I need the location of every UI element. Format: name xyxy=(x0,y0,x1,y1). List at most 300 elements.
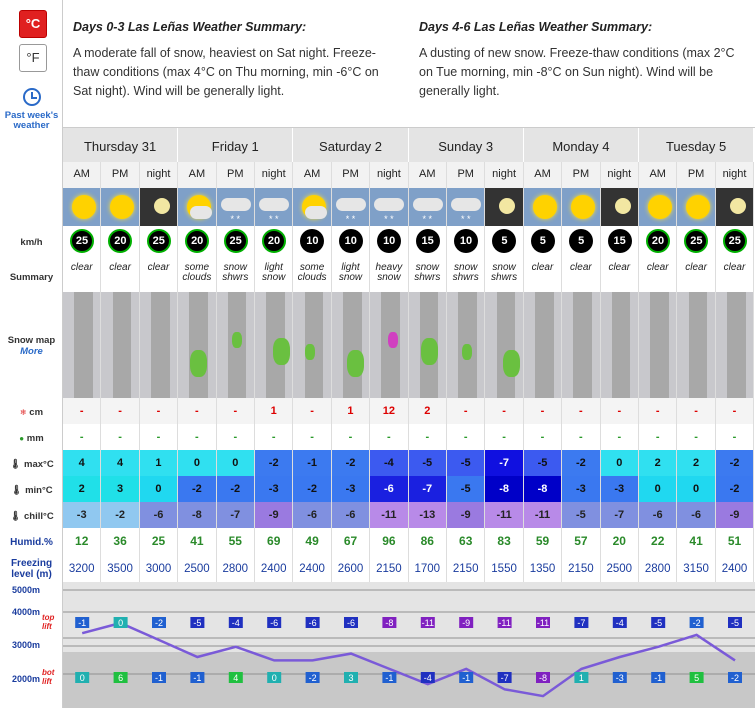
max-temp-cell: -5 xyxy=(524,450,562,476)
wind-arrow-icon: 25 xyxy=(70,229,94,253)
max-temp-cell: -2 xyxy=(562,450,600,476)
min-temp-cell: -6 xyxy=(370,476,408,502)
rain-mm-cell: - xyxy=(409,424,447,450)
bot-lift-temp: -2 xyxy=(730,673,740,683)
period-label: night xyxy=(716,162,754,188)
moon-icon xyxy=(730,198,746,214)
max-temp-cell: -2 xyxy=(716,450,754,476)
max-temp-cell: 4 xyxy=(63,450,101,476)
cloud-icon xyxy=(190,206,212,219)
min-temp-cell: -8 xyxy=(485,476,523,502)
freezing-level-cell: 1550 xyxy=(485,556,523,582)
weather-icon-moon xyxy=(716,188,754,226)
top-lift-temp: -9 xyxy=(462,618,471,628)
snow-map-thumb[interactable] xyxy=(217,292,255,398)
top-lift-temp: -2 xyxy=(692,618,701,628)
snow-cm-cell: - xyxy=(524,398,562,424)
humidity-cell: 96 xyxy=(370,528,408,556)
top-lift-temp: -11 xyxy=(536,618,550,628)
freezing-level-cell: 1350 xyxy=(524,556,562,582)
snow-map-thumb[interactable] xyxy=(524,292,562,398)
weather-icon-moon xyxy=(140,188,178,226)
period-label: PM xyxy=(332,162,370,188)
snow-map-thumb[interactable] xyxy=(639,292,677,398)
min-temp-cell: -3 xyxy=(562,476,600,502)
max-temp-cell: -2 xyxy=(332,450,370,476)
cloud-icon xyxy=(305,206,327,219)
period-label: PM xyxy=(677,162,715,188)
freezing-level-cell: 3500 xyxy=(101,556,139,582)
max-temp-cell: 0 xyxy=(217,450,255,476)
cloud-icon xyxy=(259,198,289,211)
top-lift-temp: 0 xyxy=(118,618,124,628)
humidity-cell: 41 xyxy=(178,528,216,556)
snow-overlay xyxy=(273,338,290,365)
humidity-cell: 36 xyxy=(101,528,139,556)
cloud-icon xyxy=(451,198,481,211)
wind-cell xyxy=(639,226,677,258)
snow-cm-row-label xyxy=(0,407,63,418)
map-land xyxy=(612,292,631,398)
wind-arrow-icon: 20 xyxy=(108,229,132,253)
min-temp-cell: -2 xyxy=(217,476,255,502)
wind-cell xyxy=(447,226,485,258)
chill-row-label xyxy=(0,511,63,522)
rain-mm-cell: - xyxy=(332,424,370,450)
rain-mm-cell: - xyxy=(716,424,754,450)
humidity-cell: 63 xyxy=(447,528,485,556)
snow-cm-cell: - xyxy=(178,398,216,424)
top-lift-temp: -5 xyxy=(654,618,663,628)
past-weather-label: Past week's weather xyxy=(4,110,59,131)
sidebar xyxy=(0,0,63,708)
summary-days-0-3 xyxy=(73,20,393,101)
raindrop-icon: ● xyxy=(19,434,25,443)
snow-map-thumb[interactable] xyxy=(178,292,216,398)
chill-temp-cell: -11 xyxy=(524,502,562,528)
snow-overlay xyxy=(347,350,364,377)
weather-icon-sun xyxy=(101,188,139,226)
max-temp-cell: 0 xyxy=(601,450,639,476)
freezing-level-cell: 2800 xyxy=(639,556,677,582)
clock-icon xyxy=(23,88,41,106)
snow-overlay xyxy=(503,350,520,377)
summary-cell: clear xyxy=(601,258,639,292)
summary-text-right: A dusting of new snow. Freeze-thaw conditions (max 2°C on Tue morning, min -8°C on Sun night). Wind will be generally light. xyxy=(419,46,735,98)
period-label: night xyxy=(485,162,523,188)
humidity-cell: 12 xyxy=(63,528,101,556)
period-label: AM xyxy=(63,162,101,188)
map-land xyxy=(689,292,708,398)
snow-map-thumb[interactable] xyxy=(140,292,178,398)
rain-mm-cell: - xyxy=(255,424,293,450)
sun-icon xyxy=(686,195,710,219)
snow-cm-cell: - xyxy=(101,398,139,424)
weather-icon-cloud-snow xyxy=(332,188,370,226)
thermometer-icon: 🌡 xyxy=(10,485,23,496)
thermometer-icon: 🌡 xyxy=(9,511,22,522)
snow-cm-cell: - xyxy=(677,398,715,424)
snow-cm-cell: - xyxy=(485,398,523,424)
chill-temp-cell: -5 xyxy=(562,502,600,528)
bot-lift-temp: -2 xyxy=(308,673,317,683)
cloud-icon xyxy=(221,198,251,211)
wind-cell xyxy=(140,226,178,258)
chill-label: chill°C xyxy=(24,511,54,522)
min-temp-cell: -2 xyxy=(178,476,216,502)
bot-lift-temp: 6 xyxy=(118,673,124,683)
top-lift-temp: -6 xyxy=(346,618,356,628)
summary-cell: snow shwrs xyxy=(409,258,447,292)
period-label: AM xyxy=(639,162,677,188)
freezing-level-cell: 3200 xyxy=(63,556,101,582)
celsius-button[interactable]: °C xyxy=(19,10,47,38)
snow-overlay xyxy=(421,338,438,365)
day-header: Saturday 2 xyxy=(293,128,408,162)
snow-overlay xyxy=(305,344,315,360)
snow-cm-cell: 1 xyxy=(255,398,293,424)
sun-icon xyxy=(648,195,672,219)
snow-cm-cell: - xyxy=(601,398,639,424)
chill-temp-cell: -11 xyxy=(485,502,523,528)
weather-icon-sun-cloud xyxy=(293,188,331,226)
top-lift-temp: -4 xyxy=(615,618,624,628)
weather-icon-cloud-snow xyxy=(447,188,485,226)
wind-cell xyxy=(217,226,255,258)
wind-arrow-icon: 10 xyxy=(339,229,363,253)
summary-cell: clear xyxy=(677,258,715,292)
max-temp-cell: -2 xyxy=(255,450,293,476)
wind-arrow-icon: 20 xyxy=(646,229,670,253)
summary-cell: clear xyxy=(716,258,754,292)
rain-mm-cell: - xyxy=(524,424,562,450)
rain-mm-label: mm xyxy=(26,433,44,444)
wind-cell xyxy=(63,226,101,258)
bot-lift-temp: 0 xyxy=(271,673,277,683)
freezing-level-cell: 2400 xyxy=(716,556,754,582)
snow-map-thumb[interactable] xyxy=(485,292,523,398)
bot-lift-temp: -1 xyxy=(193,673,202,683)
humidity-cell: 41 xyxy=(677,528,715,556)
snow-cm-cell: - xyxy=(639,398,677,424)
top-lift-label: top lift xyxy=(42,613,55,631)
chill-temp-cell: -6 xyxy=(140,502,178,528)
weather-icon-sun-cloud xyxy=(178,188,216,226)
period-label: night xyxy=(601,162,639,188)
humidity-cell: 67 xyxy=(332,528,370,556)
snow-map-thumb[interactable] xyxy=(716,292,754,398)
summary-cell: some clouds xyxy=(293,258,331,292)
max-temp-cell: -5 xyxy=(409,450,447,476)
weather-icon-cloud-snow xyxy=(217,188,255,226)
period-label: night xyxy=(370,162,408,188)
snow-cm-cell: - xyxy=(716,398,754,424)
min-temp-cell: -2 xyxy=(716,476,754,502)
period-label: PM xyxy=(101,162,139,188)
snowflake-icon: * * xyxy=(460,214,471,224)
summary-days-4-6 xyxy=(419,20,739,101)
freezing-level-svg xyxy=(63,582,755,708)
snow-cm-cell: - xyxy=(63,398,101,424)
top-lift-temp: -11 xyxy=(421,618,434,628)
snow-cm-cell: 12 xyxy=(370,398,408,424)
summary-cell: clear xyxy=(562,258,600,292)
rain-mm-cell: - xyxy=(63,424,101,450)
freezing-level-cell: 2150 xyxy=(562,556,600,582)
wind-arrow-icon: 5 xyxy=(531,229,555,253)
wind-arrow-icon: 5 xyxy=(492,229,516,253)
weather-icon-cloud-snow xyxy=(409,188,447,226)
snow-map-thumb[interactable] xyxy=(293,292,331,398)
wind-arrow-icon: 15 xyxy=(416,229,440,253)
summary-cell: snow shwrs xyxy=(485,258,523,292)
freezing-level-cell: 3000 xyxy=(140,556,178,582)
snow-map-thumb[interactable] xyxy=(101,292,139,398)
bot-lift-temp: 5 xyxy=(694,673,700,683)
humidity-row-label: Humid.% xyxy=(10,537,53,548)
snow-cm-cell: - xyxy=(140,398,178,424)
summary-cell: clear xyxy=(524,258,562,292)
freezing-level-cell: 2600 xyxy=(332,556,370,582)
snow-cm-label: cm xyxy=(29,407,44,418)
snow-overlay xyxy=(232,332,242,348)
weather-icon-sun xyxy=(63,188,101,226)
wind-arrow-icon: 20 xyxy=(262,229,286,253)
bot-lift-temp: -8 xyxy=(538,673,548,683)
snow-cm-cell: - xyxy=(217,398,255,424)
cloud-icon xyxy=(336,198,366,211)
humidity-cell: 25 xyxy=(140,528,178,556)
rain-mm-cell: - xyxy=(101,424,139,450)
cloud-icon xyxy=(374,198,404,211)
humidity-cell: 57 xyxy=(562,528,600,556)
map-land xyxy=(189,292,208,398)
freezing-level-cell: 2400 xyxy=(255,556,293,582)
weather-icon-moon xyxy=(485,188,523,226)
humidity-cell: 22 xyxy=(639,528,677,556)
snowflake-icon: * * xyxy=(422,214,433,224)
rain-mm-row-label xyxy=(0,433,63,444)
max-temp-cell: -7 xyxy=(485,450,523,476)
min-temp-cell: 3 xyxy=(101,476,139,502)
bot-lift-temp: 4 xyxy=(233,673,239,683)
sun-icon xyxy=(571,195,595,219)
top-lift-temp: -5 xyxy=(730,618,740,628)
humidity-cell: 51 xyxy=(716,528,754,556)
snow-map-thumb[interactable] xyxy=(447,292,485,398)
humidity-cell: 69 xyxy=(255,528,293,556)
chill-temp-cell: -6 xyxy=(293,502,331,528)
snowflake-icon: * * xyxy=(230,214,241,224)
snow-map-thumb[interactable] xyxy=(677,292,715,398)
max-temp-cell: -5 xyxy=(447,450,485,476)
min-label: min°C xyxy=(25,485,53,496)
wind-cell xyxy=(677,226,715,258)
rain-mm-cell: - xyxy=(639,424,677,450)
day-header: Friday 1 xyxy=(178,128,293,162)
top-lift-temp: -1 xyxy=(78,618,87,628)
period-label: PM xyxy=(217,162,255,188)
max-label: max°C xyxy=(24,459,54,470)
chill-temp-cell: -11 xyxy=(370,502,408,528)
rain-mm-cell: - xyxy=(178,424,216,450)
rain-mm-cell: - xyxy=(562,424,600,450)
day-header: Monday 4 xyxy=(524,128,639,162)
weather-icon-cloud-snow xyxy=(370,188,408,226)
chill-temp-cell: -13 xyxy=(409,502,447,528)
min-temp-cell: 0 xyxy=(140,476,178,502)
wind-arrow-icon: 25 xyxy=(147,229,171,253)
wind-cell xyxy=(293,226,331,258)
map-land xyxy=(74,292,93,398)
map-land xyxy=(727,292,746,398)
wind-arrow-icon: 25 xyxy=(684,229,708,253)
freezing-level-cell: 2500 xyxy=(601,556,639,582)
rain-mm-cell: - xyxy=(447,424,485,450)
freezing-level-cell: 2400 xyxy=(293,556,331,582)
weather-icon-sun xyxy=(639,188,677,226)
period-label: AM xyxy=(293,162,331,188)
min-temp-cell: -8 xyxy=(524,476,562,502)
snowmap-more-link[interactable]: More xyxy=(20,346,43,357)
top-lift-temp: -7 xyxy=(577,618,586,628)
summary-cell: light snow xyxy=(255,258,293,292)
wind-cell xyxy=(716,226,754,258)
alt-3000-label: 3000m xyxy=(12,640,41,650)
summary-title-right: Days 4-6 Las Leñas Weather Summary: xyxy=(419,20,653,34)
max-temp-cell: 2 xyxy=(677,450,715,476)
sun-icon xyxy=(110,195,134,219)
chill-temp-cell: -7 xyxy=(601,502,639,528)
wind-arrow-icon: 25 xyxy=(723,229,747,253)
moon-icon xyxy=(154,198,170,214)
wind-arrow-icon: 20 xyxy=(185,229,209,253)
period-label: night xyxy=(140,162,178,188)
bot-lift-temp: -3 xyxy=(615,673,624,683)
day-header: Tuesday 5 xyxy=(639,128,754,162)
snowmap-label: Snow map xyxy=(7,335,56,346)
summary-text-left: A moderate fall of snow, heaviest on Sat night. Freeze-thaw conditions (max 4°C on Thu morning, min -6°C on Sat night). Wind will be generally light. xyxy=(73,46,379,98)
top-lift-temp: -11 xyxy=(498,618,511,628)
snow-map-thumb[interactable] xyxy=(63,292,101,398)
min-temp-cell: 0 xyxy=(677,476,715,502)
period-label: night xyxy=(255,162,293,188)
rain-mm-cell: - xyxy=(217,424,255,450)
thermometer-icon: 🌡 xyxy=(9,459,22,470)
snowmap-row-label xyxy=(0,335,63,357)
min-temp-cell: -3 xyxy=(601,476,639,502)
summary-cell: clear xyxy=(101,258,139,292)
bot-lift-temp: -1 xyxy=(654,673,663,683)
min-temp-cell: -3 xyxy=(255,476,293,502)
sun-icon xyxy=(533,195,557,219)
snow-map-thumb[interactable] xyxy=(601,292,639,398)
min-temp-cell: -2 xyxy=(293,476,331,502)
snowflake-icon: * * xyxy=(268,214,279,224)
moon-icon xyxy=(615,198,631,214)
period-label: AM xyxy=(409,162,447,188)
snow-map-thumb[interactable] xyxy=(562,292,600,398)
freezing-level-chart xyxy=(63,582,755,708)
bot-lift-temp: -7 xyxy=(500,673,509,683)
chill-temp-cell: -8 xyxy=(178,502,216,528)
wind-arrow-icon: 10 xyxy=(377,229,401,253)
snow-overlay xyxy=(388,332,398,348)
wind-cell xyxy=(562,226,600,258)
rain-mm-cell: - xyxy=(677,424,715,450)
day-header: Sunday 3 xyxy=(409,128,524,162)
top-lift-temp: -2 xyxy=(154,618,164,628)
weather-summary xyxy=(63,0,755,128)
map-land xyxy=(535,292,554,398)
humidity-cell: 55 xyxy=(217,528,255,556)
snowflake-icon: * * xyxy=(384,214,394,224)
cloud-icon xyxy=(413,198,443,211)
wind-cell xyxy=(370,226,408,258)
map-land xyxy=(573,292,592,398)
freezing-level-cell: 2150 xyxy=(370,556,408,582)
top-lift-temp: -6 xyxy=(270,618,279,628)
period-label: AM xyxy=(178,162,216,188)
chill-temp-cell: -6 xyxy=(332,502,370,528)
bot-lift-temp: 0 xyxy=(79,673,85,683)
min-temp-cell: 2 xyxy=(63,476,101,502)
wind-cell xyxy=(409,226,447,258)
wind-arrow-icon: 10 xyxy=(300,229,324,253)
past-weather-link[interactable] xyxy=(0,88,63,131)
top-lift-temp: -4 xyxy=(231,618,240,628)
wind-cell xyxy=(524,226,562,258)
top-lift-temp: -5 xyxy=(193,618,202,628)
snow-cm-cell: 2 xyxy=(409,398,447,424)
chill-temp-cell: -9 xyxy=(716,502,754,528)
bot-lift-temp: -4 xyxy=(423,673,432,683)
snowflake-icon: * * xyxy=(345,214,356,224)
top-lift-temp: -6 xyxy=(308,618,317,628)
weather-icon-sun xyxy=(562,188,600,226)
snow-map-thumb[interactable] xyxy=(409,292,447,398)
wind-arrow-icon: 25 xyxy=(224,229,248,253)
snow-overlay xyxy=(462,344,472,360)
snow-cm-cell: - xyxy=(293,398,331,424)
wind-row-label: km/h xyxy=(20,237,43,248)
min-row-label xyxy=(0,485,63,496)
wind-cell xyxy=(332,226,370,258)
snow-cm-cell: - xyxy=(447,398,485,424)
freezing-row-label: Freezing level (m) xyxy=(10,558,53,580)
chill-temp-cell: -3 xyxy=(63,502,101,528)
snow-map-thumb[interactable] xyxy=(255,292,293,398)
weather-icon-moon xyxy=(601,188,639,226)
snow-map-thumb[interactable] xyxy=(332,292,370,398)
rain-mm-cell: - xyxy=(601,424,639,450)
rain-mm-cell: - xyxy=(370,424,408,450)
chill-temp-cell: -2 xyxy=(101,502,139,528)
wind-arrow-icon: 10 xyxy=(454,229,478,253)
wind-cell xyxy=(601,226,639,258)
alt-2000-label: 2000m xyxy=(12,674,41,684)
fahrenheit-button[interactable]: °F xyxy=(19,44,47,72)
snow-map-thumb[interactable] xyxy=(370,292,408,398)
bot-lift-temp: -1 xyxy=(385,673,394,683)
summary-cell: clear xyxy=(140,258,178,292)
snow-cm-cell: - xyxy=(562,398,600,424)
rain-mm-cell: - xyxy=(485,424,523,450)
freezing-level-cell: 2800 xyxy=(217,556,255,582)
summary-cell: heavy snow xyxy=(370,258,408,292)
max-temp-cell: 4 xyxy=(101,450,139,476)
alt-5000-label: 5000m xyxy=(12,585,41,595)
